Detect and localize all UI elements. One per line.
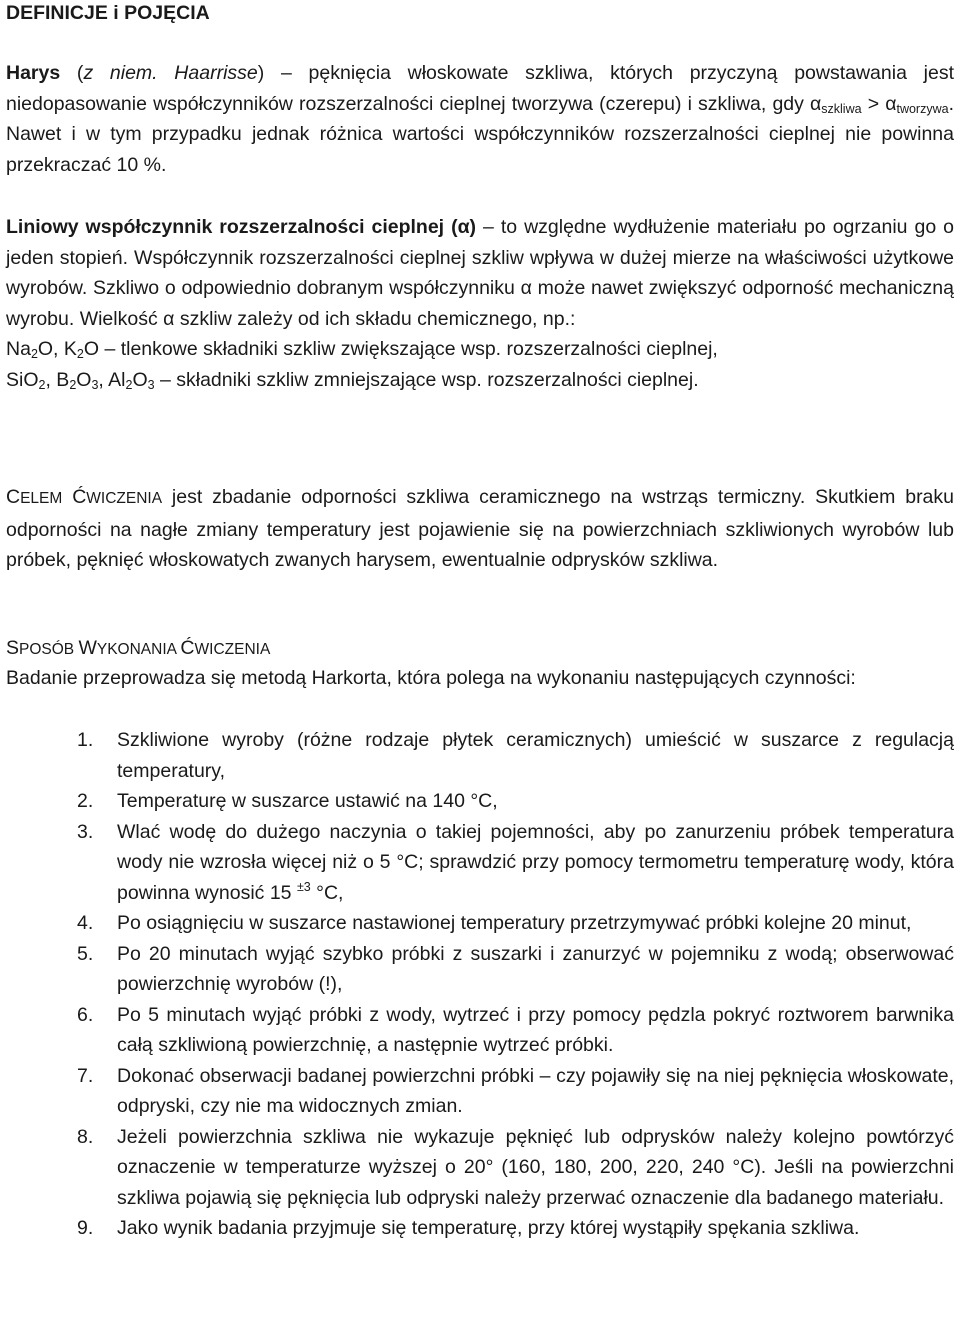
page-title: DEFINICJE i POJĘCIA xyxy=(6,2,210,24)
heading-sposob: SPOSÓB WYKONANIA ĆWICZENIA xyxy=(6,637,271,659)
definition-harys: Harys (z niem. Haarrisse) – pęknięcia włoskowate szkliwa, których przyczyną powstawania jest niedopasowanie współczynników rozszerzalności cieplnej tworzywa (czerepu) i szkliwa, gdy $\alpha_{szkliwa} > \alpha_{tworzywa}$. Nawet i w tym przypadku jednak różnica wartości współczynników rozszerzalności cieplnej nie powinna przekraczać 10 %. xyxy=(6,62,954,176)
list-item: 6. Po 5 minutach wyjąć próbki z wody, wytrzeć i przy pomocy pędzla pokryć roztworem barwnika całą szkliwioną powierzchnię, a następnie wytrzeć próbki. xyxy=(77,1003,954,1056)
list-item: 7. Dokonać obserwacji badanej powierzchni próbki – czy pojawiły się na niej pęknięcia włoskowate, odpryski, czy nie ma widocznych zmian. xyxy=(77,1064,954,1117)
term-harys: Harys xyxy=(6,62,61,84)
sposob-intro: Badanie przeprowadza się metodą Harkorta, która polega na wykonaniu następujących czynności: xyxy=(6,667,856,689)
section-cel: CELEM ĆWICZENIA jest zbadanie odporności szkliwa ceramicznego na wstrząs termiczny. Skutkiem braku odporności na nagłe zmiany temperatury jest pojawienie się na powierzchniach szkliwionych wyrobów lub próbek, pęknięć włoskowatych zwanych harysem, ewentualnie odprysków szkliwa. xyxy=(6,486,954,571)
procedure-list xyxy=(6,725,954,1244)
list-item: 3. Wlać wodę do dużego naczynia o takiej pojemności, aby po zanurzeniu próbek temperatura wody nie wzrosła więcej niż o 5 °C; sprawdzić przy pomocy termometru temperaturę wody, która powinna wynosić 15 $^{\pm 3}$ °C, xyxy=(77,820,954,904)
list-item: 9. Jako wynik badania przyjmuje się temperaturę, przy której wystąpiły spękania szkliwa. xyxy=(77,1217,860,1239)
list-item: 1. Szkliwione wyroby (różne rodzaje płytek ceramicznych) umieścić w suszarce z regulacją temperatury, xyxy=(77,729,954,782)
term-alpha: Liniowy współczynnik rozszerzalności cieplnej (α) xyxy=(6,216,477,238)
list-item: 5. Po 20 minutach wyjąć szybko próbki z suszarki i zanurzyć w pojemniku z wodą; obserwować powierzchnię wyrobów (!), xyxy=(77,942,954,995)
list-item: 4. Po osiągnięciu w suszarce nastawionej temperatury przetrzymywać próbki kolejne 20 minut, xyxy=(77,912,912,934)
definition-alpha: Liniowy współczynnik rozszerzalności cieplnej (α) – to względne wydłużenie materiału po ogrzaniu go o jeden stopień. Współczynnik rozszerzalności cieplnej szkliw wpływa w dużej mierze na właściwości użytkowe wyrobów. Szkliwo o odpowiednio dobranym współczynniku α może nawet zwiększyć odporność mechaniczną wyrobu. Wielkość α szkliw zależy od ich składu chemicznego, np.: $Na_2O$, $K_2O$ – tlenkowe składniki szkliw zwiększające wsp. rozszerzalności cieplnej, SiO$_2$, $B_2O_3$, $Al_2O_3$ – składniki szkliw zmniejszające wsp. rozszerzalności cieplnej. xyxy=(6,216,954,392)
list-item: 2. Temperaturę w suszarce ustawić na 140 °C, xyxy=(77,790,498,812)
heading-cel: CELEM ĆWICZENIA xyxy=(6,486,163,508)
list-item: 8. Jeżeli powierzchnia szkliwa nie wykazuje pęknięć lub odprysków należy kolejno powtórzyć oznaczenie w temperaturze wyższej o 20° (160, 180, 200, 220, 240 °C). Jeśli na powierzchni szkliwa pojawią się pęknięcia lub odpryski należy przerwać oznaczenie dla badanego materiału. xyxy=(77,1125,954,1209)
